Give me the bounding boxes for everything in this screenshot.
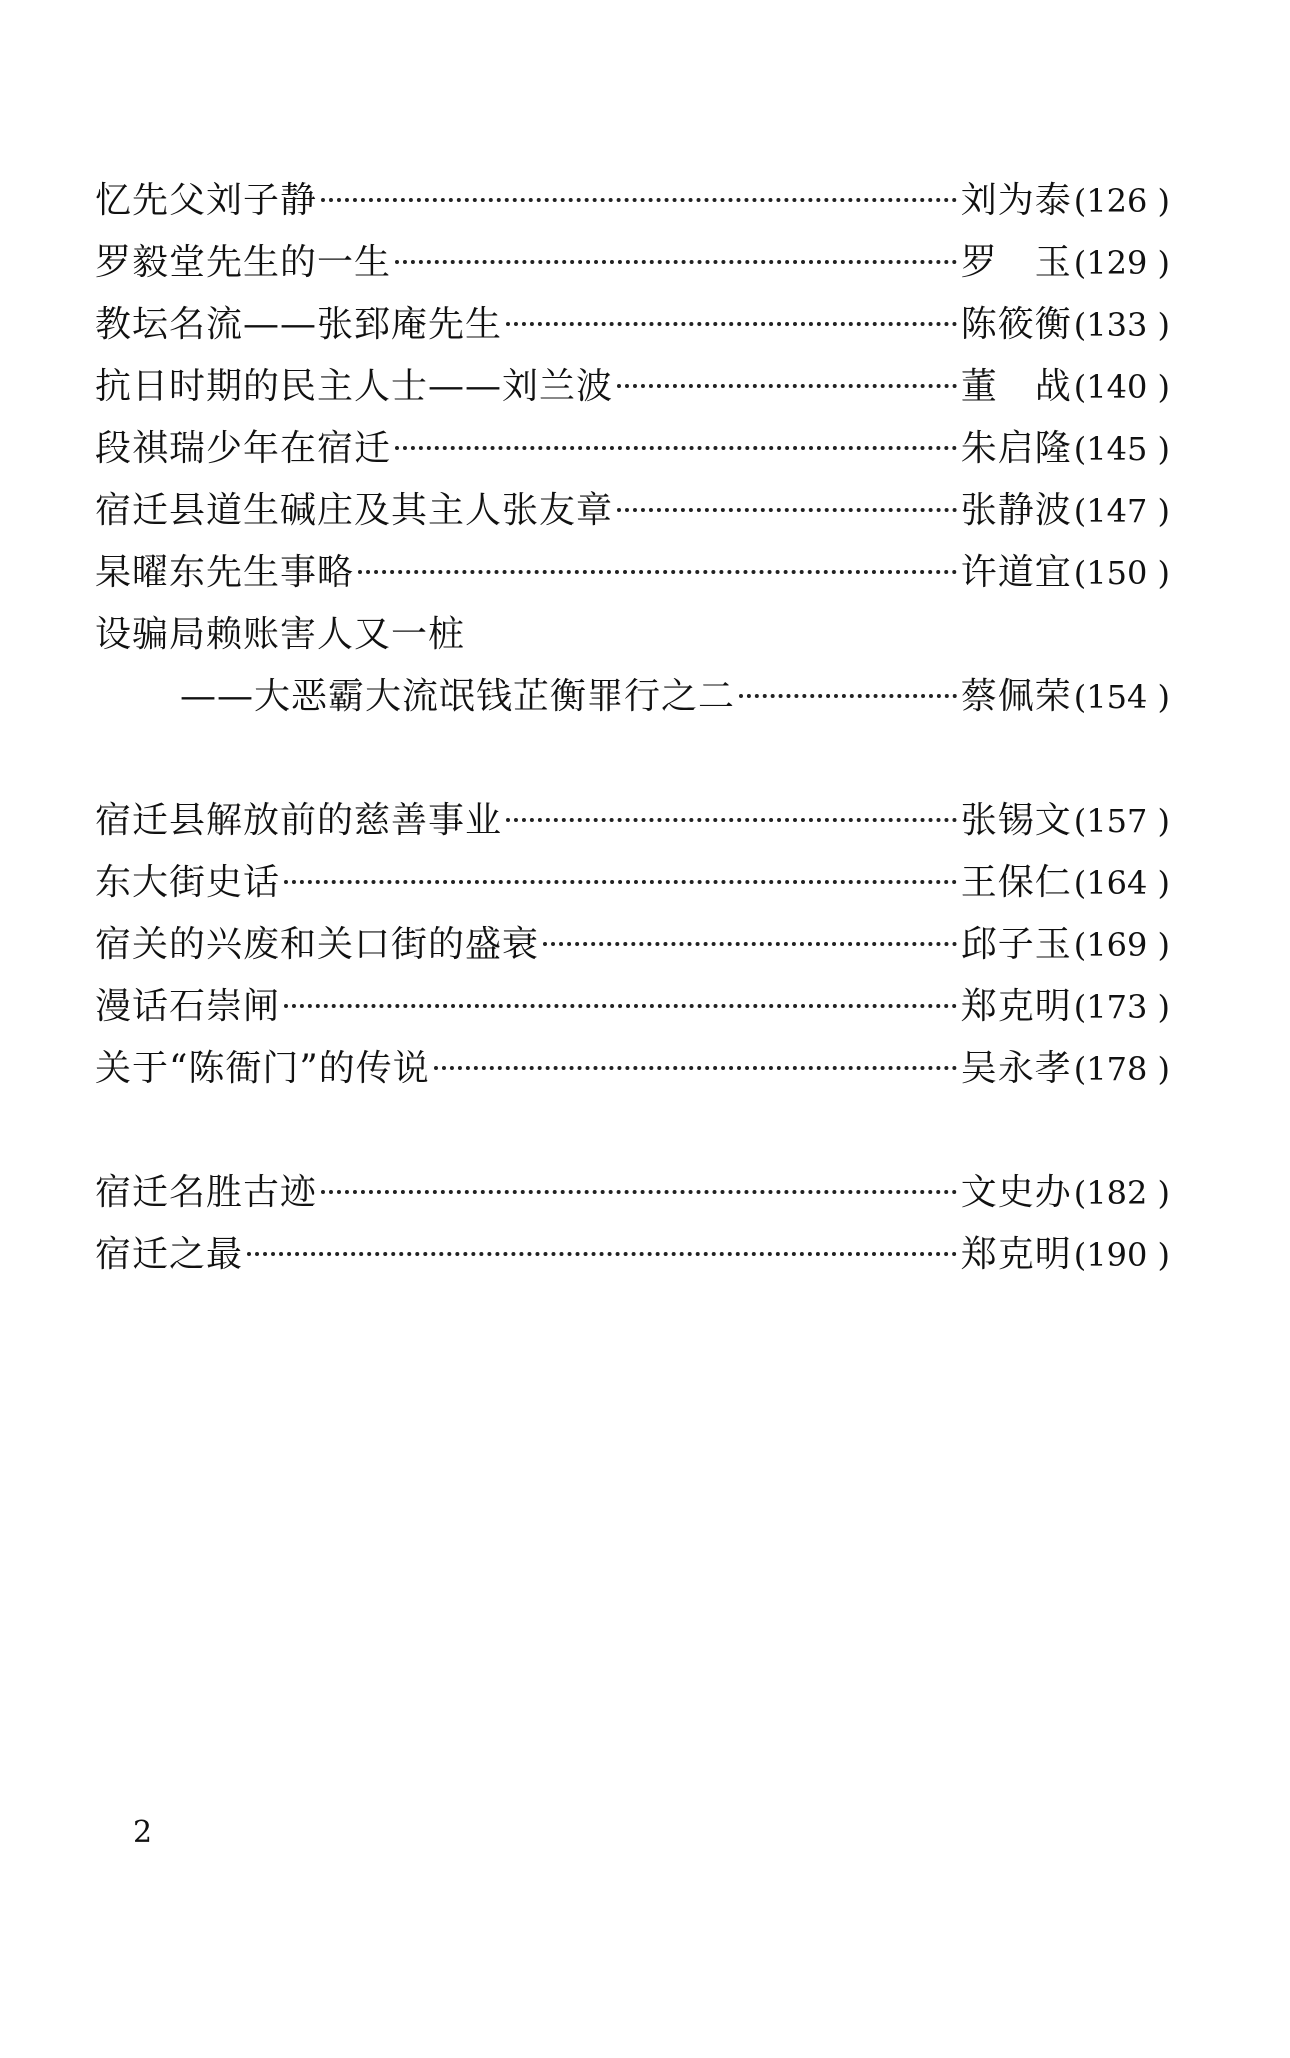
entry-page: (178 ) (1073, 1050, 1170, 1088)
entry-page: (126 ) (1073, 182, 1170, 220)
entry-author: 郑克明 (960, 986, 1072, 1027)
dot-leader (358, 570, 957, 574)
entry-author: 张静波 (960, 490, 1072, 531)
entry-author: 罗 玉 (960, 242, 1072, 283)
entry-title: 漫话石崇闸 (95, 986, 281, 1027)
entry-title: 宿迁县道生碱庄及其主人张友章 (95, 490, 614, 531)
toc-entry[interactable] (95, 232, 1170, 294)
entry-author: 蔡佩荣 (960, 676, 1072, 717)
entry-page: (140 ) (1073, 368, 1170, 406)
entry-title: 宿迁之最 (95, 1234, 244, 1275)
entry-author: 张锡文 (960, 800, 1072, 841)
entry-page: (150 ) (1073, 554, 1170, 592)
toc-entry[interactable] (95, 976, 1170, 1038)
dot-leader (543, 942, 957, 946)
entry-author: 陈筱衡 (960, 304, 1072, 345)
toc-section (95, 170, 1170, 728)
toc-entry[interactable] (95, 170, 1170, 232)
entry-page: (145 ) (1073, 430, 1170, 468)
entry-author: 邱子玉 (960, 924, 1072, 965)
entry-page: (182 ) (1073, 1174, 1170, 1212)
entry-author: 郑克明 (960, 1234, 1072, 1275)
toc-entry[interactable] (95, 294, 1170, 356)
toc-entry[interactable] (95, 790, 1170, 852)
entry-page: (133 ) (1073, 306, 1170, 344)
entry-subtitle: ——大恶霸大流氓钱芷衡罪行之二 (180, 676, 736, 717)
toc-entry-subtitle[interactable] (95, 666, 1170, 728)
entry-title: 忆先父刘子静 (95, 180, 318, 221)
dot-leader (506, 322, 957, 326)
entry-title: 东大街史话 (95, 862, 281, 903)
entry-author: 文史办 (960, 1172, 1072, 1213)
entry-title: 抗日时期的民主人士——刘兰波 (95, 366, 614, 407)
entry-title: 关于“陈衙门”的传说 (95, 1048, 430, 1089)
toc-entry[interactable] (95, 852, 1170, 914)
entry-page: (147 ) (1073, 492, 1170, 530)
dot-leader (321, 1190, 957, 1194)
toc-entry[interactable] (95, 1162, 1170, 1224)
entry-page: (157 ) (1073, 802, 1170, 840)
entry-page: (164 ) (1073, 864, 1170, 902)
entry-page: (169 ) (1073, 926, 1170, 964)
dot-leader (247, 1252, 957, 1256)
toc-entry[interactable] (95, 1038, 1170, 1100)
entry-title: 杲曜东先生事略 (95, 552, 355, 593)
table-of-contents (95, 170, 1170, 1348)
entry-title: 宿迁县解放前的慈善事业 (95, 800, 503, 841)
entry-title: 教坛名流——张郅庵先生 (95, 304, 503, 345)
dot-leader (284, 880, 957, 884)
toc-entry-heading[interactable] (95, 604, 1170, 666)
dot-leader (506, 818, 957, 822)
dot-leader (434, 1066, 957, 1070)
dot-leader (284, 1004, 957, 1008)
toc-entry[interactable] (95, 914, 1170, 976)
entry-page: (173 ) (1073, 988, 1170, 1026)
entry-author: 刘为泰 (960, 180, 1072, 221)
toc-entry[interactable] (95, 480, 1170, 542)
entry-author: 朱启隆 (960, 428, 1072, 469)
dot-leader (395, 260, 957, 264)
dot-leader (617, 508, 957, 512)
dot-leader (321, 198, 957, 202)
entry-author: 许道宜 (960, 552, 1072, 593)
entry-title: 设骗局赖账害人又一桩 (95, 614, 466, 655)
toc-section (95, 1162, 1170, 1286)
entry-author: 吴永孝 (960, 1048, 1072, 1089)
entry-title: 段祺瑞少年在宿迁 (95, 428, 392, 469)
dot-leader (617, 384, 957, 388)
entry-title: 宿关的兴废和关口街的盛衰 (95, 924, 540, 965)
entry-title: 罗毅堂先生的一生 (95, 242, 392, 283)
entry-author: 王保仁 (960, 862, 1072, 903)
dot-leader (739, 694, 957, 698)
entry-author: 董 战 (960, 366, 1072, 407)
toc-section (95, 790, 1170, 1100)
toc-entry[interactable] (95, 356, 1170, 418)
toc-entry[interactable] (95, 1224, 1170, 1286)
toc-entry[interactable] (95, 542, 1170, 604)
page-number: 2 (133, 1815, 153, 1850)
entry-title: 宿迁名胜古迹 (95, 1172, 318, 1213)
entry-page: (129 ) (1073, 244, 1170, 282)
toc-entry[interactable] (95, 418, 1170, 480)
entry-page: (190 ) (1073, 1236, 1170, 1274)
dot-leader (395, 446, 957, 450)
entry-page: (154 ) (1073, 678, 1170, 716)
